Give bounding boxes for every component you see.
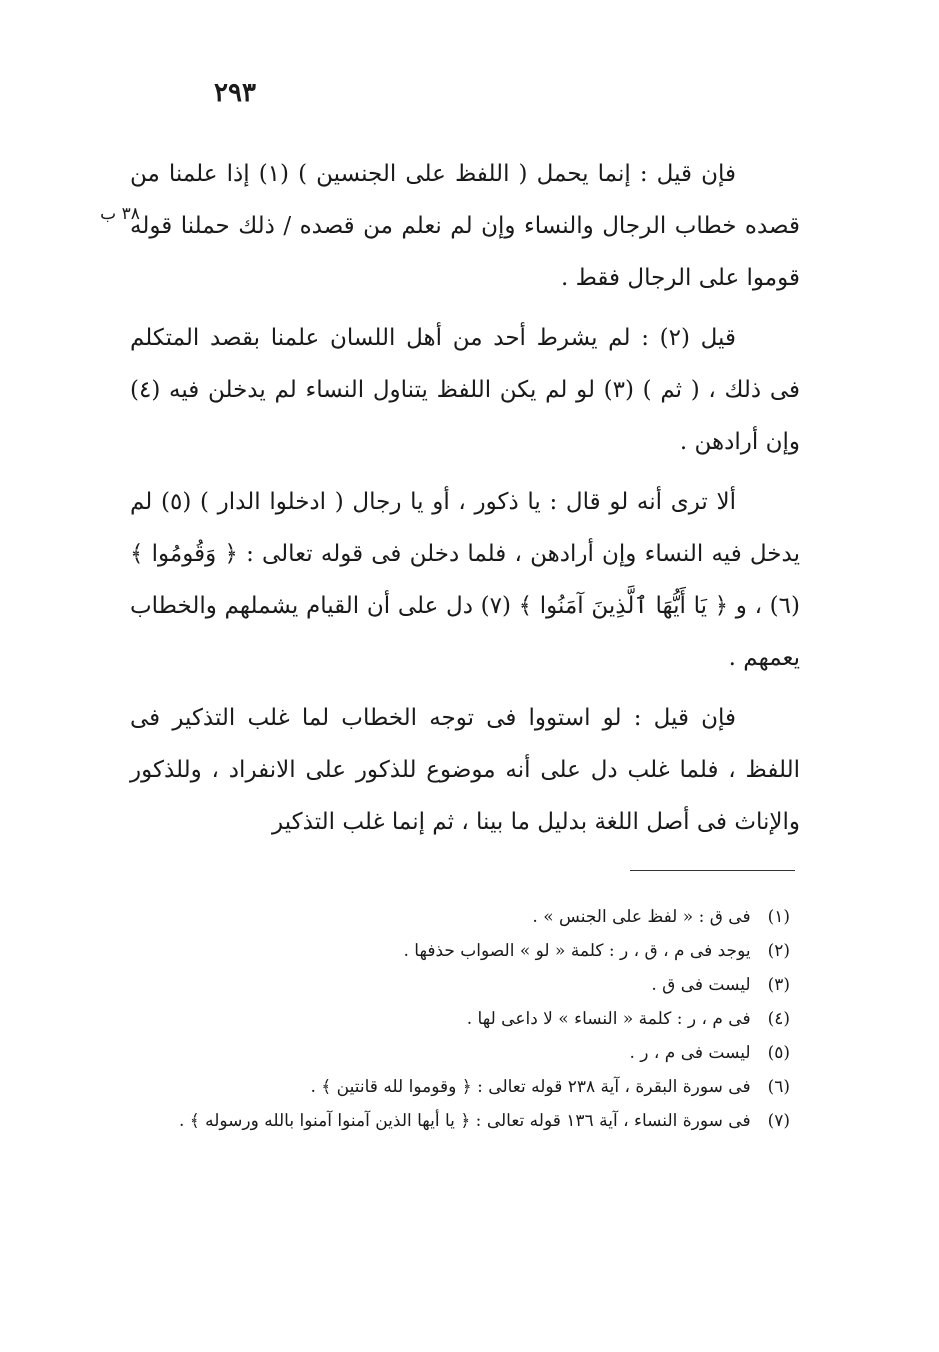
footnote-text: ليست فى ق .	[651, 975, 751, 995]
paragraph-3: ألا ترى أنه لو قال : يا ذكور ، أو يا رجال ( ادخلوا الدار ) (٥) لم يدخل فيه النساء وإن أرادهن ، فلما دخلن فى قوله تعالى : ﴿ وَقُومُوا ﴾ (٦) ، و ﴿ يَا أَيُّهَا ٱلَّذِينَ آمَنُوا ﴾ (٧) دل على أن القيام يشملهم والخطاب يعمهم .	[130, 489, 801, 671]
footnote-text: يوجد فى م ، ق ، ر : كلمة « لو » الصواب حذفها .	[403, 941, 751, 961]
paragraph-2: قيل (٢) : لم يشرط أحد من أهل اللسان علمنا بقصد المتكلم فى ذلك ، ( ثم ) (٣) لو لم يكن اللفظ يتناول النساء لم يدخلن فيه (٤) وإن أرادهن .	[130, 325, 800, 455]
footnote-text: فى سورة النساء ، آية ١٣٦ قوله تعالى : ﴿ يا أيها الذين آمنوا آمنوا بالله ورسوله ﴾ .	[178, 1111, 751, 1131]
footnote-4	[150, 1002, 790, 1036]
footnote-text: فى م ، ر : كلمة « النساء » لا داعى لها .	[466, 1009, 751, 1029]
margin-folio-note: ٣٨ ب	[100, 204, 140, 224]
footnotes-section	[150, 900, 790, 1138]
footnote-divider	[630, 870, 795, 871]
footnote-number: (٧)	[767, 1111, 790, 1131]
footnote-text: فى سورة البقرة ، آية ٢٣٨ قوله تعالى : ﴿ وقوموا لله قانتين ﴾ .	[310, 1077, 751, 1097]
footnote-3	[150, 968, 790, 1002]
footnote-number: (٣)	[767, 975, 790, 995]
footnote-1	[150, 900, 790, 934]
main-text-body	[130, 148, 800, 856]
page-number: ٢٩٣	[214, 78, 256, 108]
footnote-number: (٢)	[767, 941, 790, 961]
footnote-7	[150, 1104, 790, 1138]
footnote-number: (٥)	[767, 1043, 790, 1063]
paragraph-1: فإن قيل : إنما يحمل ( اللفظ على الجنسين ) (١) إذا علمنا من قصده خطاب الرجال والنساء وإن لم نعلم من قصده / ذلك حملنا قوله قوموا على الرجال فقط .	[130, 161, 800, 291]
footnote-text: فى ق : « لفظ على الجنس » .	[532, 907, 751, 927]
footnote-5	[150, 1036, 790, 1070]
footnote-6	[150, 1070, 790, 1104]
paragraph-4: فإن قيل : لو استووا فى توجه الخطاب لما غلب التذكير فى اللفظ ، فلما غلب دل على أنه موضوع للذكور على الانفراد ، وللذكور والإناث فى أصل اللغة بدليل ما بينا ، ثم إنما غلب التذكير	[130, 705, 800, 835]
footnote-number: (٤)	[767, 1009, 790, 1029]
footnote-number: (٦)	[767, 1077, 790, 1097]
footnote-number: (١)	[767, 907, 790, 927]
footnote-2	[150, 934, 790, 968]
footnote-text: ليست فى م ، ر .	[629, 1043, 751, 1063]
